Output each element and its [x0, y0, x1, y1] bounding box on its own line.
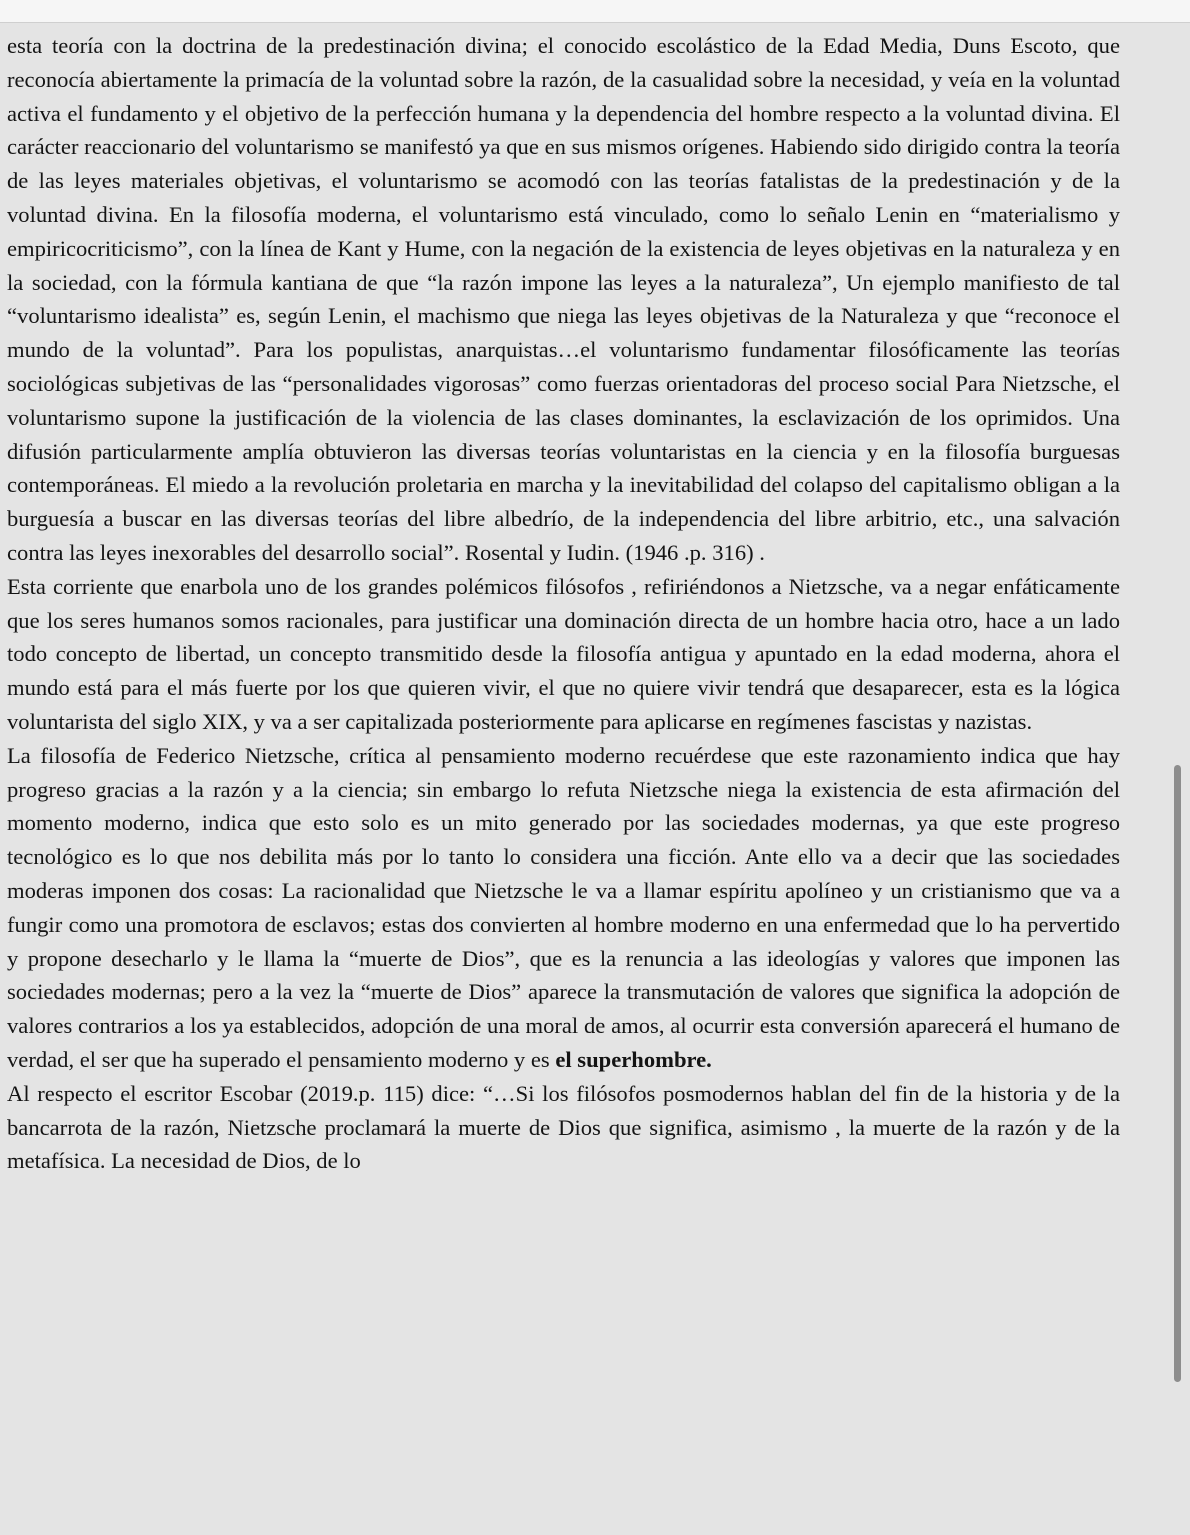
- paragraph: [7, 570, 1120, 739]
- vertical-scrollbar[interactable]: [1174, 765, 1181, 1382]
- top-edge: [0, 0, 1190, 23]
- paragraph-text: Esta corriente que enarbola uno de los grandes polémicos filósofos , refiriéndonos a Nietzsche, va a negar enfáticamente que los seres humanos somos racionales, para justificar una dominación directa de un hombre hacia otro, hace a un lado todo concepto de libertad, un concepto transmitido desde la filosofía antigua y apuntado en la edad moderna, ahora el mundo está para el más fuerte por los que quieren vivir, el que no quiere vivir tendrá que desaparecer, esta es la lógica voluntarista del siglo XIX, y va a ser capitalizada posteriormente para aplicarse en regímenes fascistas y nazistas.: [7, 573, 1120, 734]
- paragraph-text: La filosofía de Federico Nietzsche, crítica al pensamiento moderno recuérdese que este razonamiento indica que hay progreso gracias a la razón y a la ciencia; sin embargo lo refuta Nietzsche niega la existencia de esta afirmación del momento moderno, indica que esto solo es un mito generado por las sociedades modernas, ya que este progreso tecnológico es lo que nos debilita más por lo tanto lo considera una ficción. Ante ello va a decir que las sociedades moderas imponen dos cosas: La racionalidad que Nietzsche le va a llamar espíritu apolíneo y un cristianismo que va a fungir como una promotora de esclavos; estas dos convierten al hombre moderno en una enfermedad que lo ha pervertido y propone desecharlo y le llama la “muerte de Dios”, que es la renuncia a las ideologías y valores que imponen las sociedades modernas; pero a la vez la “muerte de Dios” aparece la transmutación de valores que significa la adopción de valores contrarios a los ya establecidos, adopción de una moral de amos, al ocurrir esta conversión aparecerá el humano de verdad, el ser que ha superado el pensamiento moderno y es: [7, 742, 1120, 1072]
- paragraph: [7, 29, 1120, 570]
- paragraph-text: esta teoría con la doctrina de la predestinación divina; el conocido escolástico de la Edad Media, Duns Escoto, que reconocía abiertamente la primacía de la voluntad sobre la razón, de la casualidad sobre la necesidad, y veía en la voluntad activa el fundamento y el objetivo de la perfección humana y la dependencia del hombre respecto a la voluntad divina. El carácter reaccionario del voluntarismo se manifestó ya que en sus mismos orígenes. Habiendo sido dirigido contra la teoría de las leyes materiales objetivas, el voluntarismo se acomodó con las teorías fatalistas de la predestinación y de la voluntad divina. En la filosofía moderna, el voluntarismo está vinculado, como lo señalo Lenin en “materialismo y empiricocriticismo”, con la línea de Kant y Hume, con la negación de la existencia de leyes objetivas en la naturaleza y en la sociedad, con la fórmula kantiana de que “la razón impone las leyes a la naturaleza”, Un ejemplo manifiesto de tal “voluntarismo idealista” es, según Lenin, el machismo que niega las leyes objetivas de la Naturaleza y que “reconoce el mundo de la voluntad”. Para los populistas, anarquistas…el voluntarismo fundamentar filosóficamente las teorías sociológicas subjetivas de las “personalidades vigorosas” como fuerzas orientadoras del proceso social Para Nietzsche, el voluntarismo supone la justificación de la violencia de las clases dominantes, la esclavización de los oprimidos. Una difusión particularmente amplía obtuvieron las diversas teorías voluntaristas en la ciencia y en la filosofía burguesas contemporáneas. El miedo a la revolución proletaria en marcha y la inevitabilidad del colapso del capitalismo obligan a la burguesía a buscar en las diversas teorías del libre albedrío, de la independencia del libre arbitrio, etc., una salvación contra las leyes inexorables del desarrollo social”. Rosental y Iudin. (1946 .p. 316) .: [7, 33, 1120, 565]
- bold-term: el superhombre.: [555, 1046, 712, 1072]
- paragraph: [7, 739, 1120, 1077]
- paragraph: [7, 1077, 1120, 1178]
- paragraph-text: Al respecto el escritor Escobar (2019.p. 115) dice: “…Si los filósofos posmodernos hablan del fin de la historia y de la bancarrota de la razón, Nietzsche proclamará la muerte de Dios que significa, asimismo , la muerte de la razón y de la metafísica. La necesidad de Dios, de lo: [7, 1080, 1120, 1174]
- document-text: [7, 29, 1120, 1178]
